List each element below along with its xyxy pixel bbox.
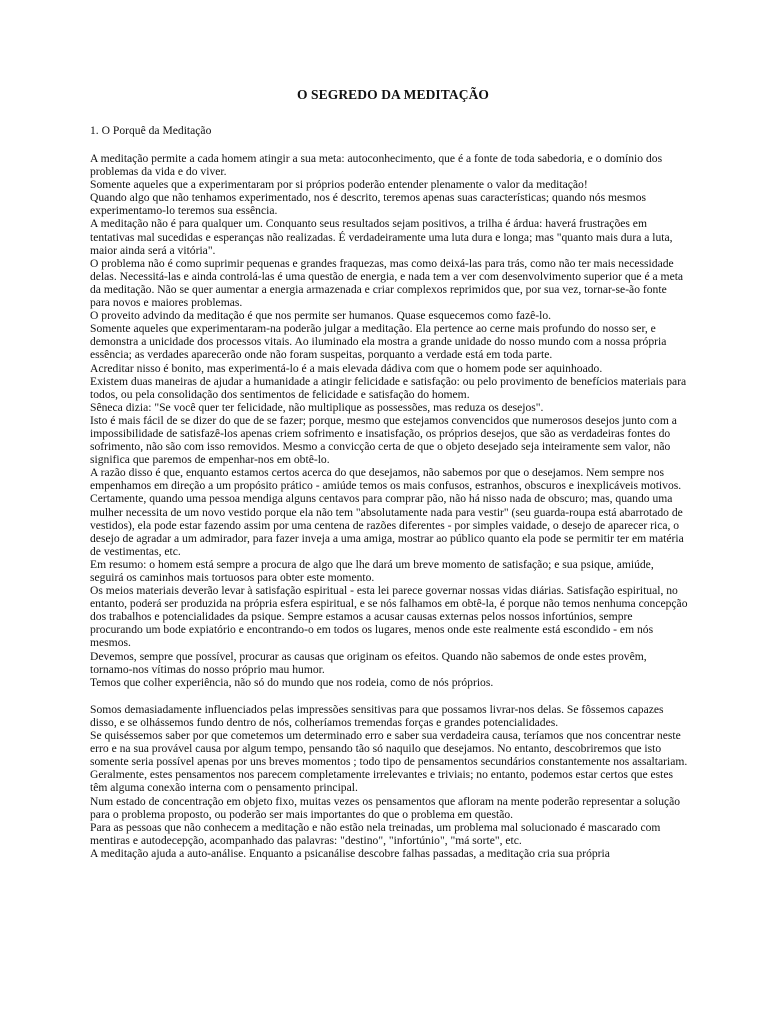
paragraph: Temos que colher experiência, não só do mundo que nos rodeia, como de nós próprios. xyxy=(90,675,494,689)
paragraph: Para as pessoas que não conhecem a meditação e não estão nela treinadas, um problema mal solucionado é mascarado com mentiras e autodecepção, acompanhado das palavras: "destino", "infortúnio", "má sorte", etc. xyxy=(90,820,661,847)
body-text-block-2 xyxy=(90,703,688,860)
paragraph: Quando algo que não tenhamos experimentado, nos é descrito, teremos apenas suas características; quando nós mesmos experimentamo-lo teremos sua essência. xyxy=(90,191,647,218)
paragraph: Os meios materiais deverão levar à satisfação espiritual - esta lei parece governar nossas vidas diárias. Satisfação espiritual, no entanto, poderá ser produzida na própria esfera espiritual, e se nós falhamos em obtê-la, é porque não temos nenhuma concepção dos trabalhos e potencialidades da psique. Sempre estamos a acusar causas externas pelos nossos infortúnios, sempre procurando um bode expiatório e encontrando-o em todos os lugares, menos onde este realmente está escondido - em nós mesmos. xyxy=(90,584,688,650)
paragraph: Devemos, sempre que possível, procurar as causas que originam os efeitos. Quando não sabemos de onde estes provêm, tornamo-nos vítimas do nosso próprio mau humor. xyxy=(90,649,647,676)
paragraph: O problema não é como suprimir pequenas e grandes fraquezas, mas como deixá-las para trás, como não ter mais necessidade delas. Necessitá-las e ainda controlá-las é uma questão de energia, e nada tem a ver com desenvolvimento superior que é a meta da meditação. Não se quer aumentar a energia armazenada e criar complexos reprimidos que, por sua vez, tornar-se-ão fonte para novos e maiores problemas. xyxy=(90,256,684,310)
document-title: O SEGREDO DA MEDITAÇÃO xyxy=(296,87,490,102)
section-heading: 1. O Porquê da Meditação xyxy=(90,124,212,137)
paragraph: Acreditar nisso é bonito, mas experimentá-lo é a mais elevada dádiva com que o homem pode ser aquinhoado. xyxy=(90,361,603,375)
paragraph: Existem duas maneiras de ajudar a humanidade a atingir felicidade e satisfação: ou pelo provimento de benefícios materiais para todos, ou pela consolidação dos sentimentos de felicidade e satisfação do homem. xyxy=(90,374,687,401)
paragraph: Sêneca dizia: "Se você quer ter felicidade, não multiplique as possessões, mas reduza os desejos". xyxy=(90,400,544,414)
paragraph: Se quiséssemos saber por que cometemos um determinado erro e saber sua verdadeira causa, teríamos que nos concentrar neste erro e na sua provável causa por algum tempo, pensando tão só naquilo que desejamos. No entanto, descobriremos que isto somente seria possível apenas por uns breves momentos ; todo tipo de pensamentos secundários constantemente nos assaltariam. Geralmente, estes pensamentos nos parecem completamente irrelevantes e triviais; no entanto, podemos estar certos que estes têm alguma conexão interna com o pensamento principal. xyxy=(90,729,688,795)
paragraph: O proveito advindo da meditação é que nos permite ser humanos. Quase esquecemos como fazê-lo. xyxy=(90,309,552,323)
paragraph: Somos demasiadamente influenciados pelas impressões sensitivas para que possamos livrar-nos delas. Se fôssemos capazes disso, e se olhássemos fundo dentro de nós, colheríamos tremendas forças e grandes potencialidades. xyxy=(90,702,664,729)
paragraph: A meditação ajuda a auto-análise. Enquanto a psicanálise descobre falhas passadas, a meditação cria sua própria xyxy=(90,846,610,860)
paragraph: A meditação permite a cada homem atingir a sua meta: autoconhecimento, que é a fonte de toda sabedoria, e o domínio dos problemas da vida e do viver. xyxy=(90,152,663,179)
paragraph: Num estado de concentração em objeto fixo, muitas vezes os pensamentos que afloram na mente poderão representar a solução para o problema proposto, ou poderão ser mais importantes do que o problema em questão. xyxy=(90,794,681,821)
paragraph: Em resumo: o homem está sempre a procura de algo que lhe dará um breve momento de satisfação; e sua psique, amiúde, seguirá os caminhos mais tortuosos para obter este momento. xyxy=(90,557,654,584)
paragraph: Somente aqueles que a experimentaram por si próprios poderão entender plenamente o valor da meditação! xyxy=(90,178,588,192)
paragraph: A razão disso é que, enquanto estamos certos acerca do que desejamos, não sabemos por que o desejamos. Nem sempre nos empenhamos em direção a um propósito prático - amiúde temos os mais confusos, estranhos, obscuros e inexplicáveis motivos. Certamente, quando uma pessoa mendiga alguns centavos para comprar pão, não há nisso nada de obscuro; mas, quando uma mulher necessita de um novo vestido porque ela não tem "absolutamente nada para vestir" (seu guarda-roupa está abarrotado de vestidos), ela pode estar fazendo assim por uma centena de razões diferentes - por simples vaidade, o desejo de aparecer rica, o desejo de agradar a um admirador, para fazer inveja a uma amiga, mostrar ao público quanto ela pode se permitir ter em matéria de vestimentas, etc. xyxy=(90,466,684,558)
paragraph: Isto é mais fácil de se dizer do que de se fazer; porque, mesmo que estejamos convencidos que numerosos desejos junto com a impossibilidade de satisfazê-los apenas criem sofrimento e insatisfação, os próprios desejos, que são as verdadeiras fontes do sofrimento, não são com isso removidos. Mesmo a convicção certa de que o objeto desejado seja inteiramente sem valor, não significa que paremos de empenhar-nos em obtê-lo. xyxy=(90,413,677,467)
body-text-block-1 xyxy=(90,152,688,689)
paragraph: Somente aqueles que experimentaram-na poderão julgar a meditação. Ela pertence ao cerne mais profundo do nosso ser, e demonstra a unicidade dos processos vitais. Ao iluminado ela mostra a grande unidade do nosso mundo com a nossa própria essência; as verdades aparecerão onde não foram suspeitas, porquanto a verdade está em toda parte. xyxy=(90,322,667,362)
paragraph: A meditação não é para qualquer um. Conquanto seus resultados sejam positivos, a trilha é árdua: haverá frustrações em tentativas mal sucedidas e esperanças não realizadas. É verdadeiramente uma luta dura e longa; mas "quanto mais dura a luta, maior ainda será a vitória". xyxy=(90,217,673,257)
